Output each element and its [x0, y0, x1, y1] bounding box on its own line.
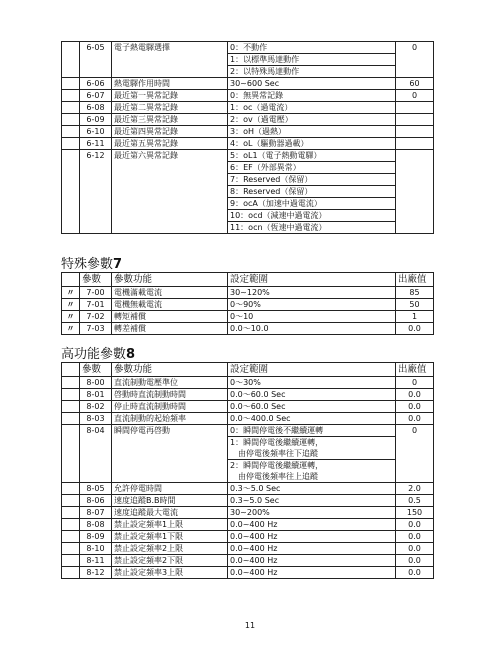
param-option: 8：Reserved（保留）: [228, 186, 396, 198]
param-range: 0.0～10.0: [228, 323, 396, 335]
header-param: 參數: [80, 363, 112, 377]
param-option: 0.3~5.0 Sec: [228, 495, 396, 507]
param-default: 0.0: [396, 531, 434, 543]
param-option: 0.0~400 Hz: [228, 519, 396, 531]
param-default: 0.0: [396, 323, 434, 335]
param-function: 直流制動電壓準位: [112, 377, 228, 389]
table-row: [62, 519, 434, 531]
edit-mark-icon: 〃: [62, 287, 80, 299]
param-option: 2：瞬間停電後繼續運轉， 由停電後頻率往上追蹤: [228, 460, 396, 483]
param-function: 允許停電時間: [112, 483, 228, 495]
param-default: 0.0: [396, 389, 434, 401]
table-row: [62, 401, 434, 413]
table-row: [62, 377, 434, 389]
param-function: 最近第六異常記錄: [112, 150, 228, 234]
param-code: 8-08: [80, 519, 112, 531]
parameter-table-6: [61, 41, 434, 234]
param-function: 啓動時直流制動時間: [112, 389, 228, 401]
table-row: [62, 507, 434, 519]
section-7-number: 7: [113, 257, 123, 272]
param-function: 禁止設定頻率2下限: [112, 555, 228, 567]
param-option: 1：以標準馬達動作: [228, 54, 396, 66]
edit-mark-icon: 〃: [62, 311, 80, 323]
param-default: 0.0: [396, 413, 434, 425]
param-default: 0.0: [396, 567, 434, 579]
param-default: [396, 138, 434, 150]
param-default: 0.0: [396, 543, 434, 555]
parameter-table-7: [61, 272, 434, 335]
table-row: [62, 299, 434, 311]
param-function: 最近第四異常記錄: [112, 126, 228, 138]
param-option: 3：oH（過熱）: [228, 126, 396, 138]
param-option: 0：瞬間停電後不繼續運轉: [228, 425, 396, 437]
param-function: 禁止設定頻率2上限: [112, 543, 228, 555]
param-function: 最近第三異常記錄: [112, 114, 228, 126]
param-code: 7-02: [80, 311, 112, 323]
param-default: 0: [396, 90, 434, 102]
table-row: [62, 425, 434, 437]
param-code: 8-06: [80, 495, 112, 507]
table-row: [62, 138, 434, 150]
param-default: 60: [396, 78, 434, 90]
param-option: 0.0~400 Hz: [228, 531, 396, 543]
param-function: 電子熱電驛選擇: [112, 42, 228, 78]
table-row: [62, 311, 434, 323]
param-function: 禁止設定頻率1上限: [112, 519, 228, 531]
section-8-number: 8: [126, 347, 136, 362]
table-row: [62, 567, 434, 579]
table-row: [62, 287, 434, 299]
param-function: 速度追蹤B.B時間: [112, 495, 228, 507]
table-row: [62, 495, 434, 507]
table-row: [62, 413, 434, 425]
param-option: 0.0~400 Hz: [228, 543, 396, 555]
header-default: 出廠值: [396, 273, 434, 287]
param-option: 11：ocn（恆速中過電流）: [228, 222, 396, 234]
table-row: [62, 126, 434, 138]
header-function: 參數功能: [112, 273, 228, 287]
param-default: [396, 126, 434, 138]
param-function: 最近第五異常記錄: [112, 138, 228, 150]
param-option: 5：oL1（電子熱動電驛）: [228, 150, 396, 162]
param-option: 4：oL（驅動器過載）: [228, 138, 396, 150]
edit-mark-icon: 〃: [62, 299, 80, 311]
param-function: 最近第一異常記錄: [112, 90, 228, 102]
param-code: 7-03: [80, 323, 112, 335]
param-function: 轉矩補償: [112, 311, 228, 323]
param-option: 0：無異常記錄: [228, 90, 396, 102]
param-default: [396, 102, 434, 114]
param-option: 0.0～400.0 Sec: [228, 413, 396, 425]
header-range: 設定範圍: [228, 363, 396, 377]
param-option: 0～30%: [228, 377, 396, 389]
param-code: 6-11: [80, 138, 112, 150]
param-code: 8-03: [80, 413, 112, 425]
param-function: 禁止設定頻率1下限: [112, 531, 228, 543]
param-default: 85: [396, 287, 434, 299]
param-code: 8-00: [80, 377, 112, 389]
section-7-title-text: 特殊參數: [61, 257, 114, 272]
table-row: [62, 78, 434, 90]
section-8-title-text: 高功能參數: [61, 347, 127, 362]
param-code: 8-11: [80, 555, 112, 567]
param-code: 6-09: [80, 114, 112, 126]
param-code: 7-00: [80, 287, 112, 299]
param-option: 6：EF（外部異常）: [228, 162, 396, 174]
header-default: 出廠值: [396, 363, 434, 377]
param-code: 8-10: [80, 543, 112, 555]
table-row: [62, 323, 434, 335]
param-code: 7-01: [80, 299, 112, 311]
param-option: 0.0~400 Hz: [228, 567, 396, 579]
param-option: 7：Reserved（保留）: [228, 174, 396, 186]
param-code: 6-06: [80, 78, 112, 90]
param-option: 2：以特殊馬達動作: [228, 66, 396, 78]
param-function: 電機無載電流: [112, 299, 228, 311]
param-function: 最近第二異常記錄: [112, 102, 228, 114]
param-option: 2：ov（過電壓）: [228, 114, 396, 126]
param-default: 0.0: [396, 401, 434, 413]
table-row: [62, 42, 434, 54]
header-param: 參數: [80, 273, 112, 287]
param-default: 0: [396, 42, 434, 78]
param-code: 8-02: [80, 401, 112, 413]
param-function: 禁止設定頻率3上限: [112, 567, 228, 579]
param-option: 9：ocA（加速中過電流）: [228, 198, 396, 210]
param-option: 0：不動作: [228, 42, 396, 54]
param-code: 6-12: [80, 150, 112, 234]
param-option: 0.0～60.0 Sec: [228, 389, 396, 401]
param-option: 0.0~400 Hz: [228, 555, 396, 567]
header-range: 設定範圍: [228, 273, 396, 287]
table-row: [62, 90, 434, 102]
param-default: 1: [396, 311, 434, 323]
param-code: 6-10: [80, 126, 112, 138]
param-code: 8-09: [80, 531, 112, 543]
table-row: [62, 389, 434, 401]
edit-mark-icon: 〃: [62, 323, 80, 335]
parameter-table-8: [61, 362, 434, 579]
param-default: 50: [396, 299, 434, 311]
param-function: 瞬間停電再啓動: [112, 425, 228, 483]
param-default: 0.0: [396, 555, 434, 567]
table-row: [62, 102, 434, 114]
table-row: [62, 483, 434, 495]
table-7-header-row: [62, 273, 434, 287]
param-range: 0～10: [228, 311, 396, 323]
param-function: 直流制動的起始頻率: [112, 413, 228, 425]
table-row: [62, 555, 434, 567]
param-function: 速度追蹤最大電流: [112, 507, 228, 519]
param-function: 停止時直流制動時間: [112, 401, 228, 413]
param-function: 轉差補償: [112, 323, 228, 335]
table-8-header-row: [62, 363, 434, 377]
param-option: 30~200%: [228, 507, 396, 519]
param-code: 6-05: [80, 42, 112, 78]
table-row: [62, 543, 434, 555]
param-default: 2.0: [396, 483, 434, 495]
param-range: 0～90%: [228, 299, 396, 311]
param-range: 30~120%: [228, 287, 396, 299]
param-code: 8-04: [80, 425, 112, 483]
param-option: 0.3～5.0 Sec: [228, 483, 396, 495]
param-code: 8-01: [80, 389, 112, 401]
param-option: 0.0～60.0 Sec: [228, 401, 396, 413]
param-default: 0.0: [396, 519, 434, 531]
table-row: [62, 531, 434, 543]
param-code: 8-05: [80, 483, 112, 495]
param-default: [396, 150, 434, 234]
header-function: 參數功能: [112, 363, 228, 377]
param-default: 0: [396, 377, 434, 389]
param-default: [396, 114, 434, 126]
section-7-title: [61, 253, 122, 272]
param-option: 10：ocd（減速中過電流）: [228, 210, 396, 222]
param-function: 電機滿載電流: [112, 287, 228, 299]
page-number: 11: [244, 621, 256, 630]
param-code: 6-08: [80, 102, 112, 114]
table-row: [62, 150, 434, 162]
section-8-title: [61, 343, 135, 362]
param-option: 1：oc（過電流）: [228, 102, 396, 114]
param-default: 0.5: [396, 495, 434, 507]
param-default: 150: [396, 507, 434, 519]
param-default: 0: [396, 425, 434, 483]
param-code: 6-07: [80, 90, 112, 102]
param-function: 熱電驛作用時間: [112, 78, 228, 90]
param-code: 8-07: [80, 507, 112, 519]
table-row: [62, 114, 434, 126]
param-option: 30~600 Sec: [228, 78, 396, 90]
param-code: 8-12: [80, 567, 112, 579]
param-option: 1：瞬間停電後繼續運轉， 由停電後頻率往下追蹤: [228, 437, 396, 460]
